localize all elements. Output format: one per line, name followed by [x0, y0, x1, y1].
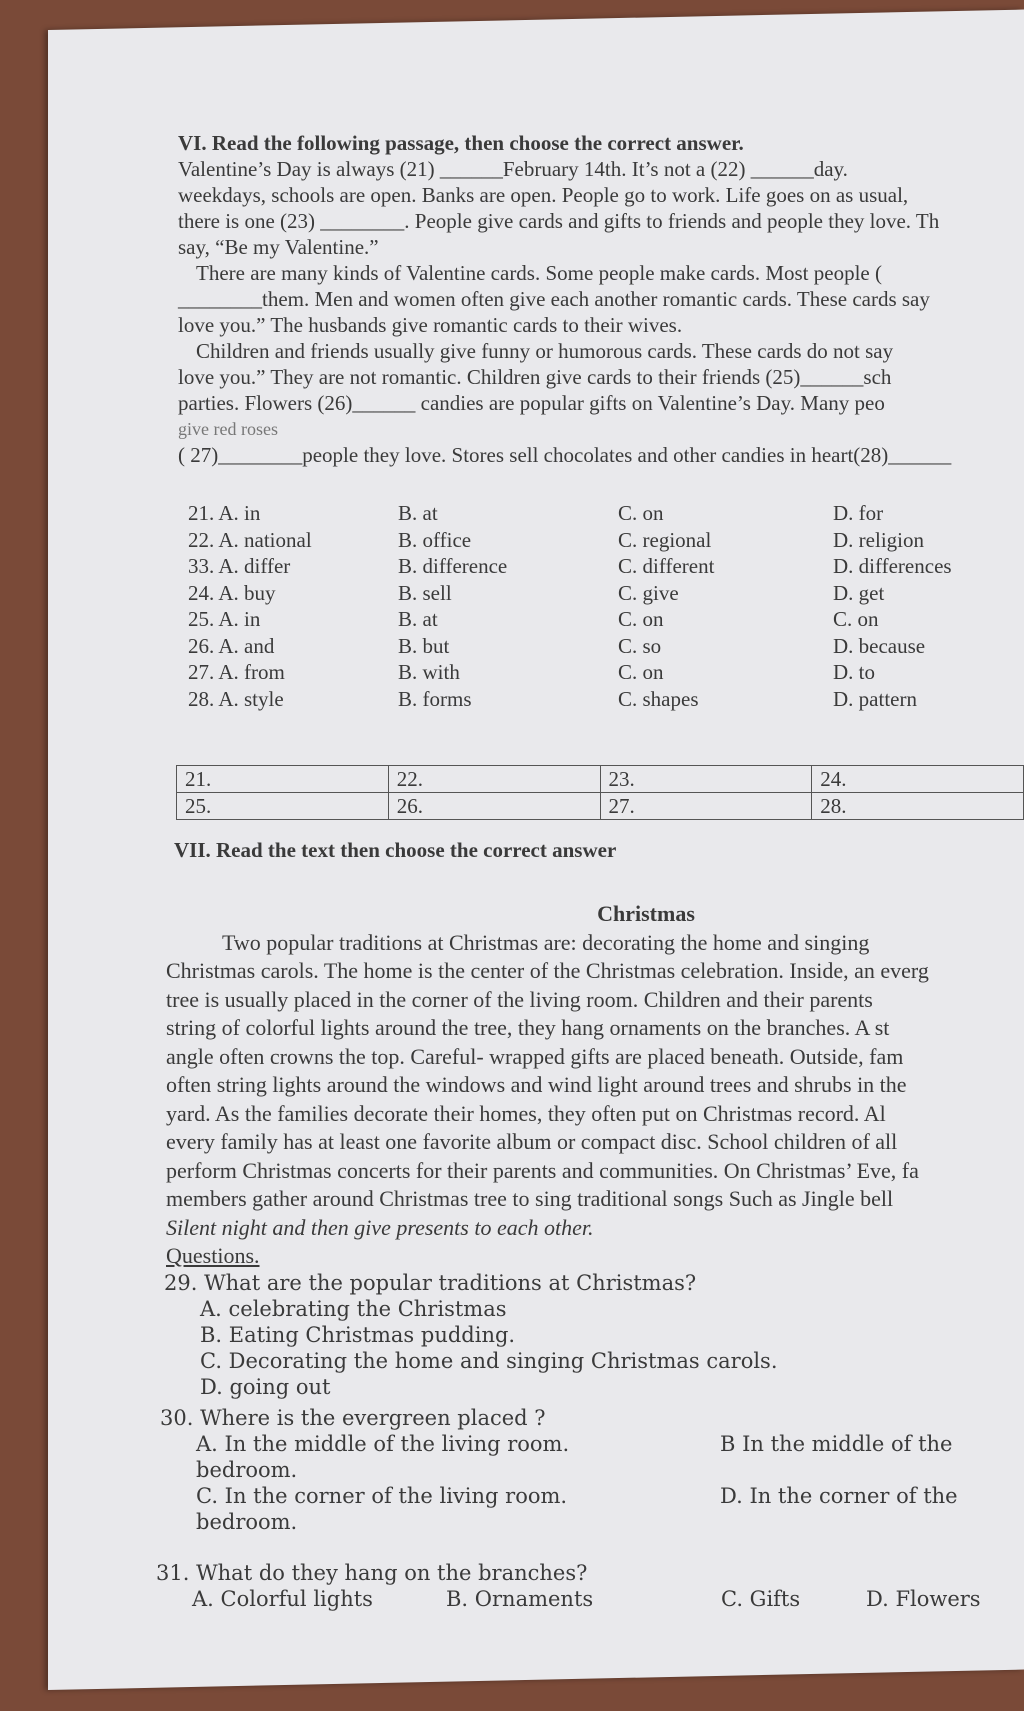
- option: C. on: [618, 660, 664, 684]
- option: 26. A. and: [188, 633, 275, 658]
- question-text: 31. What do they hang on the branches?: [156, 1561, 588, 1585]
- option: 22. A. national: [188, 527, 312, 552]
- choice-row: [160, 1483, 958, 1509]
- answer-cell[interactable]: 25.: [177, 793, 389, 820]
- option: C. give: [618, 580, 679, 605]
- option: D. religion: [833, 527, 924, 552]
- option: C. shapes: [618, 686, 699, 711]
- passage-line: ________them. Men and women often give each another romantic cards. These cards say: [178, 287, 930, 311]
- option: 25. A. in: [188, 607, 261, 631]
- option: B. but: [398, 633, 450, 658]
- answer-cell[interactable]: 26.: [388, 793, 600, 820]
- option: C. regional: [618, 527, 712, 552]
- passage-line: ( 27)________people they love. Stores sell chocolates and other candies in heart(28)______: [178, 443, 952, 467]
- table-row: [177, 793, 1024, 820]
- option: C. on: [833, 607, 879, 631]
- answer-cell[interactable]: 23.: [600, 766, 812, 793]
- choice-a[interactable]: A. celebrating the Christmas: [200, 1297, 507, 1321]
- choice-b[interactable]: B. Eating Christmas pudding.: [200, 1323, 516, 1347]
- passage-line: perform Christmas concerts for their parents and communities. On Christmas’ Eve, fa: [166, 1157, 919, 1183]
- option: 28. A. style: [188, 686, 284, 711]
- passage-line: Two popular traditions at Christmas are: decorating the home and singing: [222, 929, 870, 955]
- questions-label: Questions.: [166, 1243, 260, 1268]
- choice-b-continued: bedroom.: [196, 1458, 298, 1482]
- choice-d[interactable]: D. going out: [200, 1375, 331, 1399]
- passage-line: give red roses: [178, 419, 278, 439]
- option: C. so: [618, 633, 662, 658]
- question-text: 29. What are the popular traditions at Christmas?: [164, 1271, 697, 1295]
- option: 24. A. buy: [188, 580, 276, 605]
- question-29: [164, 1270, 778, 1400]
- option: C. different: [618, 554, 715, 578]
- passage-line: tree is usually placed in the corner of the living room. Children and their parents: [166, 986, 873, 1012]
- option: D. because: [833, 633, 926, 658]
- passage-line: string of colorful lights around the tree, they hang ornaments on the branches. A st: [166, 1015, 890, 1040]
- option-row-21: [188, 500, 1024, 527]
- option-row-27: [188, 659, 1024, 686]
- choice-c[interactable]: C. Decorating the home and singing Christmas carols.: [200, 1349, 778, 1373]
- passage-line: Valentine’s Day is always (21) ______February 14th. It’s not a (22) ______day.: [178, 157, 848, 181]
- choice-c[interactable]: C. In the corner of the living room.: [196, 1484, 568, 1508]
- option-row-22: [188, 527, 1024, 554]
- option: B. sell: [398, 580, 452, 605]
- option-row-23: [188, 553, 1024, 580]
- option: B. office: [398, 527, 472, 552]
- passage-line: Silent night and then give presents to each other.: [166, 1214, 594, 1240]
- passage-line: say, “Be my Valentine.”: [178, 235, 379, 259]
- passage-line: Children and friends usually give funny or humorous cards. These cards do not say: [196, 339, 894, 363]
- question-text: 30. Where is the evergreen placed ?: [160, 1406, 546, 1430]
- option: B. with: [398, 660, 460, 684]
- passage-title: Christmas: [597, 901, 695, 926]
- option: D. pattern: [833, 686, 917, 711]
- passage-line: love you.” They are not romantic. Children give cards to their friends (25)______sch: [178, 365, 892, 389]
- passage-line: parties. Flowers (26)______ candies are popular gifts on Valentine’s Day. Many peo: [178, 391, 885, 415]
- option: B. forms: [398, 686, 472, 711]
- option: B. at: [398, 607, 438, 631]
- option: 21. A. in: [188, 501, 261, 525]
- passage-line: often string lights around the windows and wind light around trees and shrubs in the: [166, 1072, 907, 1097]
- choice-d[interactable]: D. In the corner of the: [720, 1484, 958, 1508]
- answer-cell[interactable]: 28.: [812, 793, 1024, 820]
- section-6-heading: VI. Read the following passage, then choose the correct answer.: [178, 131, 744, 155]
- answer-cell[interactable]: 27.: [600, 793, 812, 820]
- question-30: [160, 1405, 958, 1535]
- passage-line: yard. As the families decorate their homes, they often put on Christmas record. Al: [166, 1100, 886, 1126]
- answer-cell[interactable]: 22.: [388, 766, 600, 793]
- option: C. on: [618, 501, 664, 525]
- choice-d-continued: bedroom.: [196, 1510, 298, 1534]
- option: D. for: [833, 501, 884, 525]
- passage-line: weekdays, schools are open. Banks are open. People go to work. Life goes on as usual,: [178, 183, 909, 207]
- table-row: [177, 766, 1024, 793]
- option-row-28: [188, 686, 1024, 713]
- passage-line: Christmas carols. The home is the center of the Christmas celebration. Inside, an everg: [166, 958, 929, 983]
- choice-d[interactable]: D. Flowers: [866, 1587, 981, 1611]
- passage-line: members gather around Christmas tree to sing traditional songs Such as Jingle bell: [166, 1186, 894, 1211]
- choice-row: [156, 1586, 1016, 1612]
- choice-a[interactable]: A. In the middle of the living room.: [196, 1432, 570, 1456]
- option: B. at: [398, 501, 438, 525]
- option: D. get: [833, 580, 885, 605]
- passage-line: There are many kinds of Valentine cards. Some people make cards. Most people (: [196, 261, 882, 285]
- question-31: [156, 1560, 1016, 1612]
- answer-options: [188, 500, 1024, 712]
- answer-cell[interactable]: 21.: [177, 766, 389, 793]
- section-7-heading: VII. Read the text then choose the correct answer: [174, 838, 617, 862]
- choice-b[interactable]: B In the middle of the: [720, 1432, 953, 1456]
- worksheet-page: [48, 10, 1024, 1690]
- choice-c[interactable]: C. Gifts: [721, 1587, 801, 1611]
- christmas-passage: [166, 900, 1024, 1271]
- answer-cell[interactable]: 24.: [812, 766, 1024, 793]
- option: D. to: [833, 660, 875, 684]
- choice-b[interactable]: B. Ornaments: [446, 1587, 594, 1611]
- option: 27. A. from: [188, 660, 285, 684]
- passage-line: every family has at least one favorite album or compact disc. School children of all: [166, 1129, 898, 1154]
- passage-line: love you.” The husbands give romantic cards to their wives.: [178, 313, 683, 337]
- option: 33. A. differ: [188, 554, 291, 578]
- option: B. difference: [398, 554, 508, 578]
- option: C. on: [618, 607, 664, 631]
- choice-a[interactable]: A. Colorful lights: [192, 1587, 373, 1611]
- passage-line: there is one (23) ________. People give cards and gifts to friends and people they love. Th: [178, 209, 940, 233]
- option-row-24: [188, 580, 1024, 607]
- passage-line: angle often crowns the top. Careful- wrapped gifts are placed beneath. Outside, fam: [166, 1043, 904, 1069]
- option-row-25: [188, 606, 1024, 633]
- section-6: [178, 130, 951, 468]
- answer-table: [176, 765, 1024, 820]
- option-row-26: [188, 633, 1024, 660]
- choice-row: [160, 1431, 953, 1457]
- option: D. differences: [833, 554, 952, 578]
